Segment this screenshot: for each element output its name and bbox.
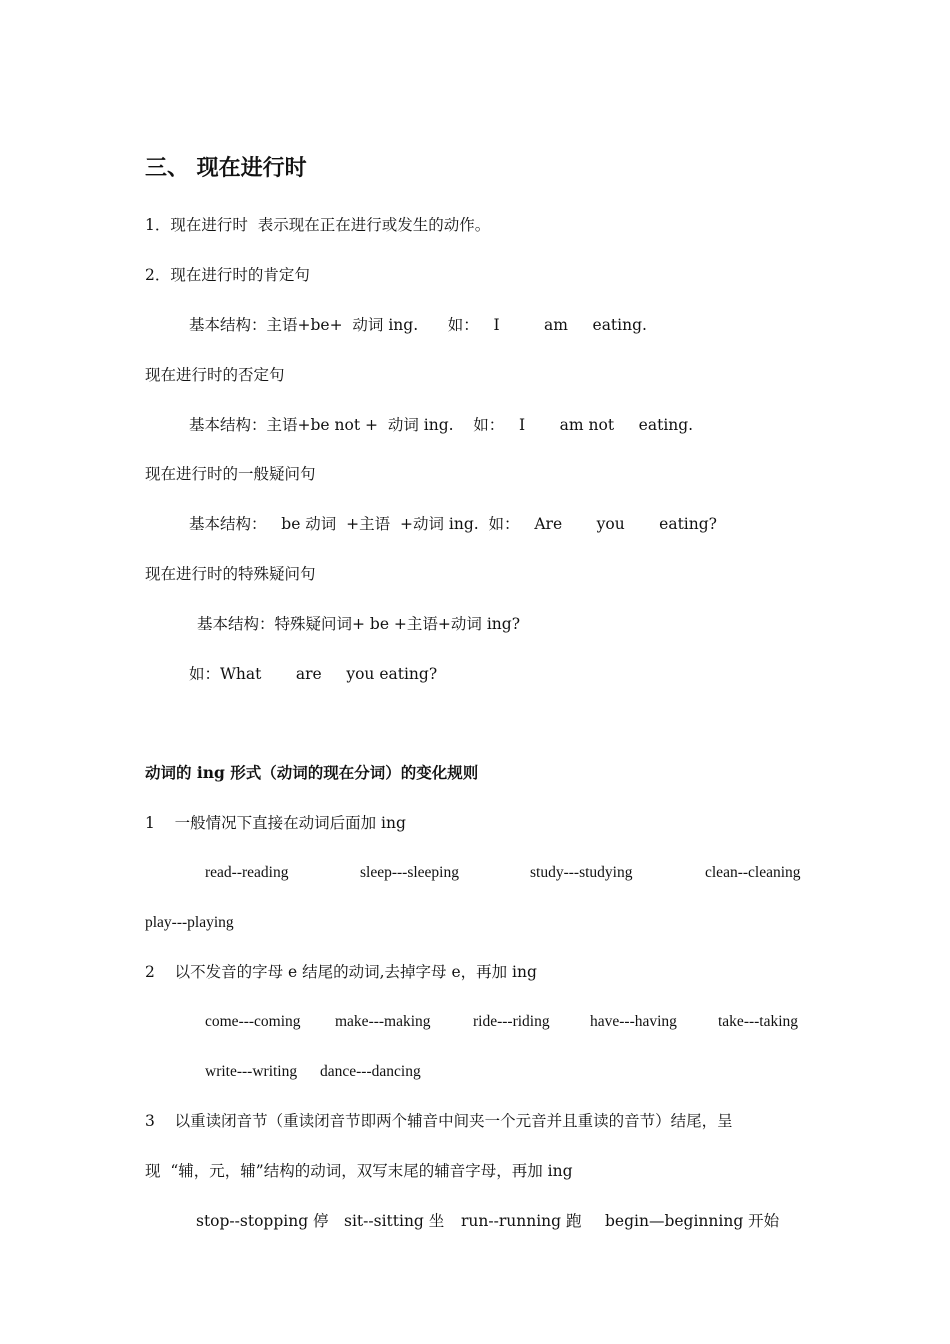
rule2-example: dance---dancing — [320, 1063, 421, 1080]
rule2-example: have---having — [590, 1013, 677, 1030]
definition-line: 1．现在进行时 表示现在正在进行或发生的动作。 — [145, 216, 491, 234]
rule1-example: read--reading — [205, 864, 289, 881]
negative-title: 现在进行时的否定句 — [145, 366, 285, 384]
rule1-example: sleep---sleeping — [360, 864, 459, 881]
rule1-example: play---playing — [145, 914, 234, 931]
rule-3-line-1: 3 以重读闭音节（重读闭音节即两个辅音中间夹一个元音并且重读的音节）结尾，呈 — [145, 1112, 733, 1130]
negative-structure: 基本结构：主语+be not + 动词 ing. 如： I am not eating. — [189, 416, 694, 434]
rule2-example: make---making — [335, 1013, 431, 1030]
general-question-title: 现在进行时的一般疑问句 — [145, 465, 316, 483]
rule-3-line-2: 现 “辅，元，辅”结构的动词，双写末尾的辅音字母，再加 ing — [145, 1162, 573, 1180]
rule-2: 2 以不发音的字母 e 结尾的动词,去掉字母 e，再加 ing — [145, 963, 537, 981]
rule3-example: begin—beginning 开始 — [605, 1212, 780, 1230]
special-question-example: 如：What are you eating? — [189, 665, 438, 683]
general-question-structure: 基本结构： be 动词 +主语 +动词 ing. 如： Are you eating? — [189, 515, 717, 533]
rule3-example: run--running 跑 — [461, 1212, 582, 1230]
rules-title: 动词的 ing 形式（动词的现在分词）的变化规则 — [145, 763, 479, 782]
rule2-example: take---taking — [718, 1013, 799, 1030]
rule3-example: sit--sitting 坐 — [344, 1212, 445, 1230]
special-question-structure: 基本结构：特殊疑问词+ be +主语+动词 ing? — [197, 615, 521, 633]
affirmative-structure: 基本结构：主语+be+ 动词 ing. 如： I am eating. — [189, 316, 647, 334]
rule-1: 1 一般情况下直接在动词后面加 ing — [145, 814, 406, 832]
rule2-example: write---writing — [205, 1063, 298, 1080]
rule2-example: come---coming — [205, 1013, 301, 1030]
section-title: 三、 现在进行时 — [145, 155, 307, 181]
rule1-example: study---studying — [530, 864, 633, 881]
rule1-example: clean--cleaning — [705, 864, 801, 881]
rule2-example: ride---riding — [473, 1013, 550, 1030]
rule3-example: stop--stopping 停 — [196, 1212, 329, 1230]
special-question-title: 现在进行时的特殊疑问句 — [145, 565, 316, 583]
affirmative-title: 2．现在进行时的肯定句 — [145, 266, 310, 284]
